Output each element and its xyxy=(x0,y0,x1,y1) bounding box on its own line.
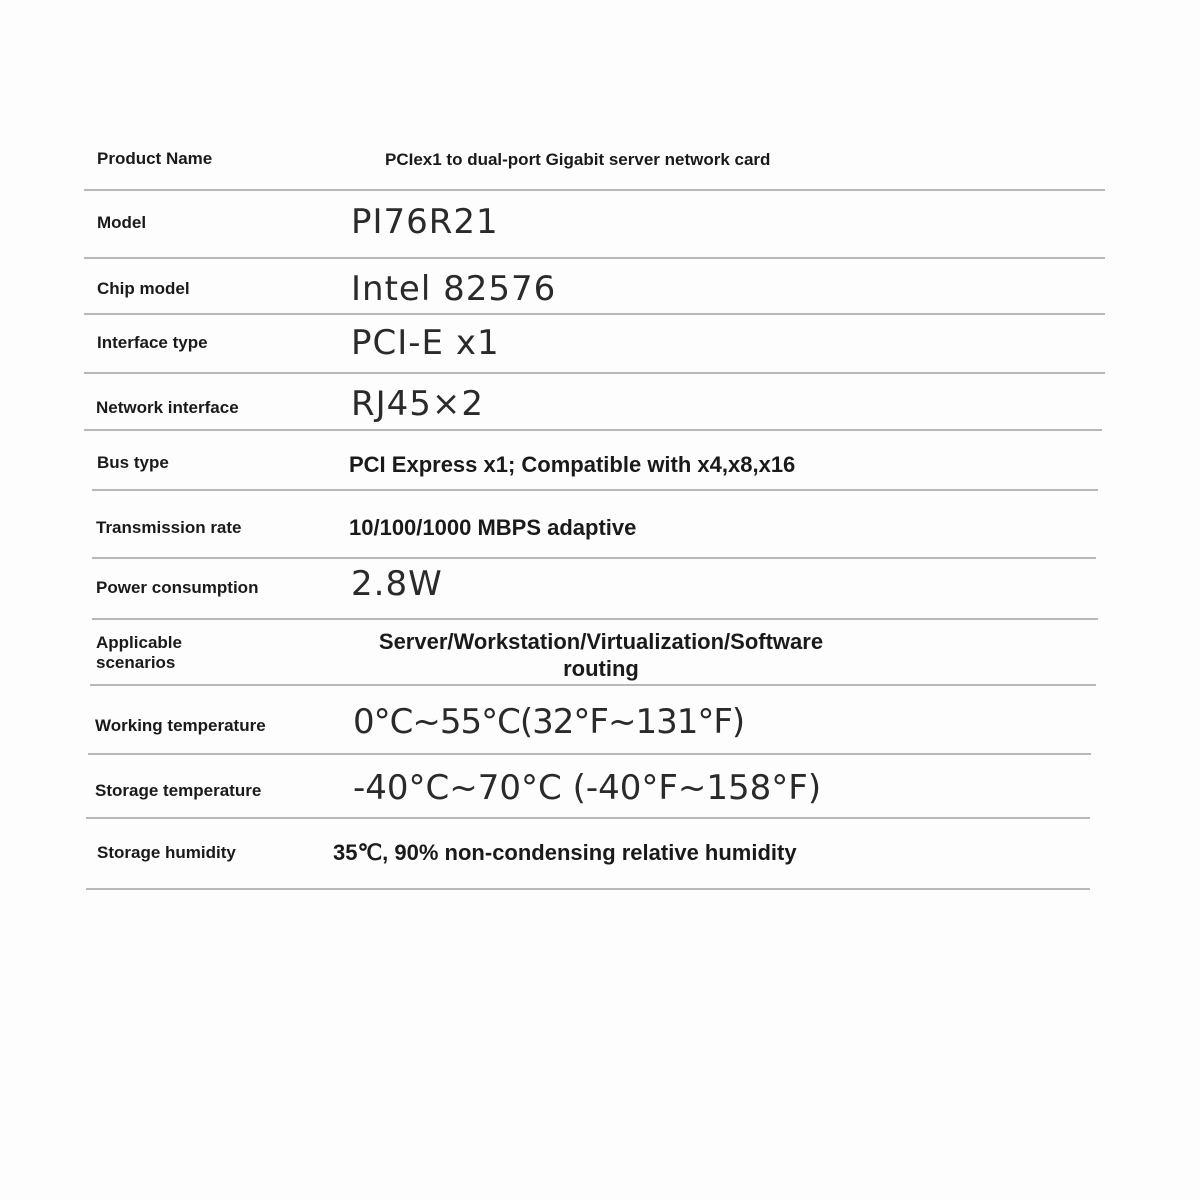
spec-label-network-interface: Network interface xyxy=(96,398,239,417)
row-divider xyxy=(84,257,1105,259)
spec-value-applicable-scenarios: Server/Workstation/Virtualization/Software routing xyxy=(378,629,824,681)
spec-label-applicable-scenarios: Applicable scenarios xyxy=(96,633,182,672)
row-divider xyxy=(86,817,1090,819)
spec-value-transmission-rate: 10/100/1000 MBPS adaptive xyxy=(349,515,637,540)
spec-label-working-temperature: Working temperature xyxy=(95,716,266,735)
spec-value-product-name: PCIex1 to dual-port Gigabit server network card xyxy=(385,150,771,169)
spec-value-bus-type: PCI Express x1; Compatible with x4,x8,x16 xyxy=(349,452,796,477)
spec-value-network-interface: RJ45×2 xyxy=(351,384,485,424)
row-divider xyxy=(84,189,1105,191)
spec-label-power-consumption: Power consumption xyxy=(96,578,259,597)
spec-value-working-temperature: 0°C~55°C(32°F~131°F) xyxy=(353,702,745,742)
spec-label-bus-type: Bus type xyxy=(97,453,169,472)
spec-value-chip-model: Intel 82576 xyxy=(351,269,557,309)
row-divider xyxy=(92,557,1096,559)
row-divider xyxy=(92,618,1098,620)
spec-label-interface-type: Interface type xyxy=(97,333,208,352)
row-divider xyxy=(88,753,1091,755)
spec-label-model: Model xyxy=(97,213,147,232)
spec-value-storage-temperature: -40°C~70°C (-40°F~158°F) xyxy=(353,768,822,808)
spec-label-storage-humidity: Storage humidity xyxy=(97,843,236,862)
spec-value-interface-type: PCI-E x1 xyxy=(351,323,500,363)
row-divider xyxy=(84,372,1105,374)
row-divider xyxy=(84,313,1105,315)
row-divider xyxy=(92,489,1098,491)
spec-label-chip-model: Chip model xyxy=(97,279,190,298)
spec-value-power-consumption: 2.8W xyxy=(351,564,443,604)
row-divider xyxy=(90,684,1096,686)
spec-label-storage-temperature: Storage temperature xyxy=(95,781,262,800)
row-divider xyxy=(86,888,1090,890)
spec-value-storage-humidity: 35℃, 90% non-condensing relative humidity xyxy=(333,840,797,865)
spec-label-product-name: Product Name xyxy=(97,149,213,168)
spec-value-model: PI76R21 xyxy=(351,202,499,242)
row-divider xyxy=(84,429,1102,431)
spec-label-transmission-rate: Transmission rate xyxy=(96,518,242,537)
